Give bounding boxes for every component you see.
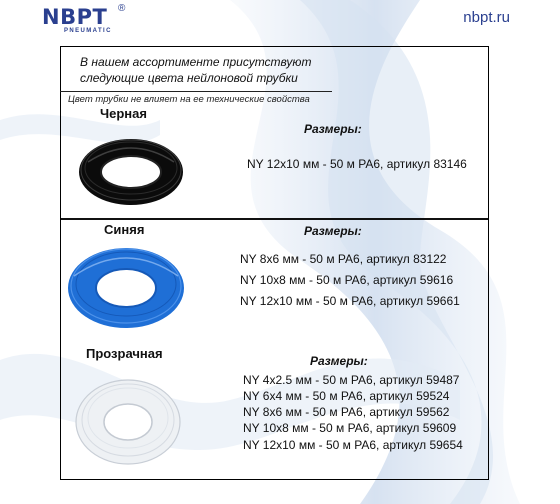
color-name-blue: Синяя [104,222,145,237]
sizes-label-transparent: Размеры: [310,354,368,368]
logo-text: NBPT [42,5,108,29]
color-note: Цвет трубки не влияет на ее технические свойства [68,94,310,105]
spec-transparent-1: NY 4x2.5 мм - 50 м PA6, артикул 59487 [243,373,460,387]
spec-transparent-4: NY 10x8 мм - 50 м PA6, артикул 59609 [243,421,457,435]
intro-text [80,54,340,86]
spec-blue-1: NY 8x6 мм - 50 м PA6, артикул 83122 [240,252,447,266]
spec-black-1: NY 12x10 мм - 50 м PA6, артикул 83146 [247,157,467,171]
logo-subtitle: PNEUMATIC [64,28,112,34]
intro-underline [60,91,332,92]
brand-logo [42,3,126,35]
blue-tube-coil-icon [64,240,188,332]
spec-blue-3: NY 12x10 мм - 50 м PA6, артикул 59661 [240,294,460,308]
spec-transparent-3: NY 8x6 мм - 50 м PA6, артикул 59562 [243,405,450,419]
sizes-label-black: Размеры: [304,122,362,136]
intro-line-2: следующие цвета нейлоновой трубки [80,71,298,85]
site-link[interactable]: nbpt.ru [463,9,510,26]
section-divider-1 [61,218,488,220]
color-name-black: Черная [100,106,147,121]
spec-blue-2: NY 10x8 мм - 50 м PA6, артикул 59616 [240,273,454,287]
sizes-label-blue: Размеры: [304,224,362,238]
intro-line-1: В нашем ассортименте присутствуют [80,55,312,69]
transparent-tube-coil-icon [72,372,184,468]
spec-transparent-2: NY 6x4 мм - 50 м PA6, артикул 59524 [243,389,450,403]
color-name-transparent: Прозрачная [86,346,163,361]
registered-mark: ® [118,3,126,14]
spec-transparent-5: NY 12x10 мм - 50 м PA6, артикул 59654 [243,438,463,452]
black-tube-coil-icon [76,132,186,208]
